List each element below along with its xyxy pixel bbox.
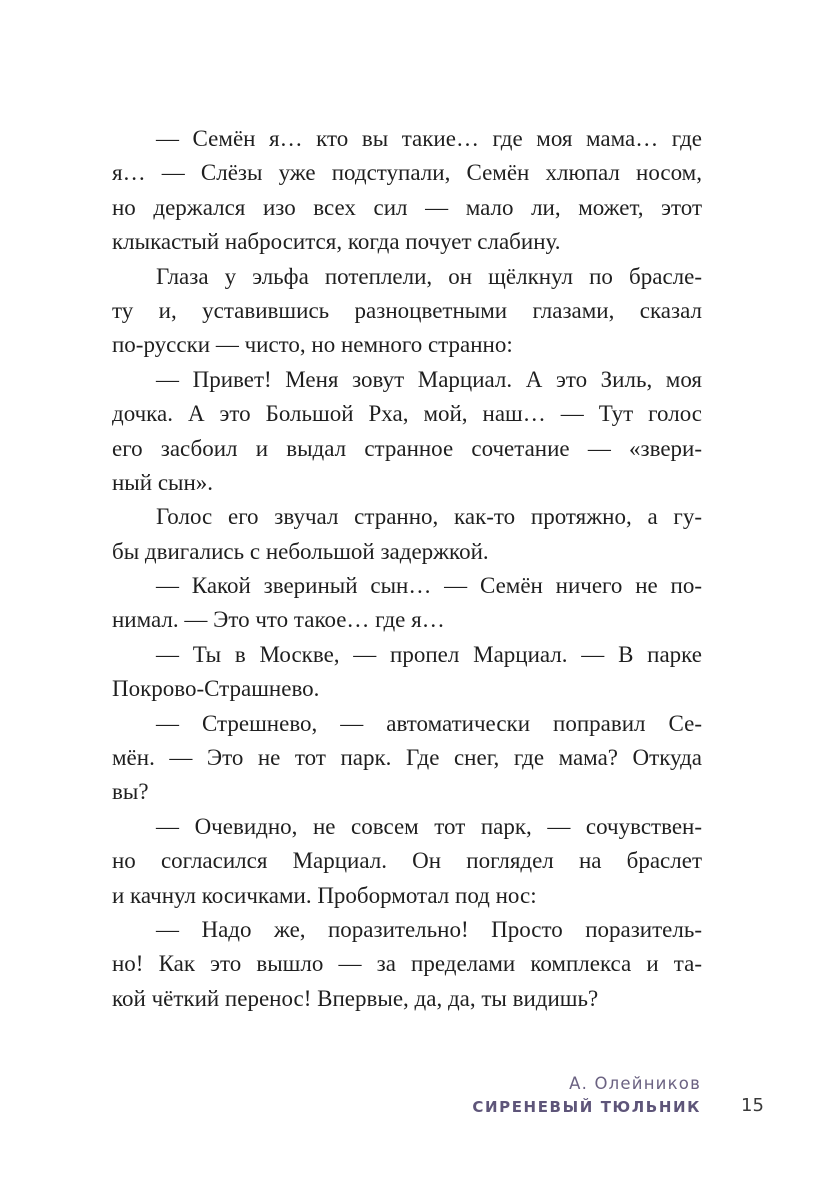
- text-line: бы двигались с небольшой задержкой.: [112, 538, 489, 564]
- text-line: мён. — Это не тот парк. Где снег, где мама? Откуда: [112, 745, 702, 771]
- text-line: — Семён я… кто вы такие… где моя мама… где: [156, 126, 702, 151]
- text-line: вы?: [112, 779, 149, 805]
- text-line: — Стрешнево, — автоматически поправил Се-: [156, 710, 702, 736]
- text-line: клыкастый набросится, когда почует слабину.: [112, 229, 561, 255]
- text-line: и качнул косичками. Пробормотал под нос:: [112, 882, 537, 908]
- text-line: но! Как это вышло — за пределами комплекса и та-: [112, 951, 702, 977]
- text-line: но держался изо всех сил — мало ли, может, этот: [112, 194, 702, 220]
- text-line: — Привет! Меня зовут Марциал. А это Зиль, моя: [156, 366, 702, 392]
- text-line: ный сын».: [112, 469, 214, 495]
- text-line: — Ты в Москве, — пропел Марциал. — В парке: [156, 641, 702, 667]
- text-line: его засбоил и выдал странное сочетание — «звери-: [112, 435, 702, 461]
- text-line: дочка. А это Большой Рха, мой, наш… — Тут голос: [112, 401, 702, 427]
- book-text: [112, 122, 702, 1016]
- text-line: — Какой звериный сын… — Семён ничего не по-: [156, 573, 702, 599]
- text-line: по-русски — чисто, но немного странно:: [112, 332, 513, 358]
- text-line: — Надо же, поразительно! Просто поразитель-: [156, 916, 702, 942]
- text-line: я… — Слёзы уже подступали, Семён хлюпал носом,: [112, 160, 702, 186]
- page-number: 15: [741, 1095, 764, 1116]
- text-line: нимал. — Это что такое… где я…: [112, 607, 445, 633]
- footer-author: А. Олейников: [569, 1074, 701, 1093]
- text-line: — Очевидно, не совсем тот парк, — сочувствен-: [156, 813, 702, 839]
- text-line: Голос его звучал странно, как-то протяжно, а гу-: [156, 504, 702, 530]
- text-line: Покрово-Страшнево.: [112, 676, 320, 702]
- text-line: Глаза у эльфа потеплели, он щёлкнул по брасле-: [156, 263, 702, 289]
- footer-book-title: СИРЕНЕВЫЙ ТЮЛЬНИК: [472, 1098, 701, 1116]
- text-line: ту и, уставившись разноцветными глазами, сказал: [112, 297, 702, 323]
- text-line: кой чёткий перенос! Впервые, да, да, ты видишь?: [112, 985, 599, 1011]
- text-line: но согласился Марциал. Он поглядел на браслет: [112, 848, 702, 874]
